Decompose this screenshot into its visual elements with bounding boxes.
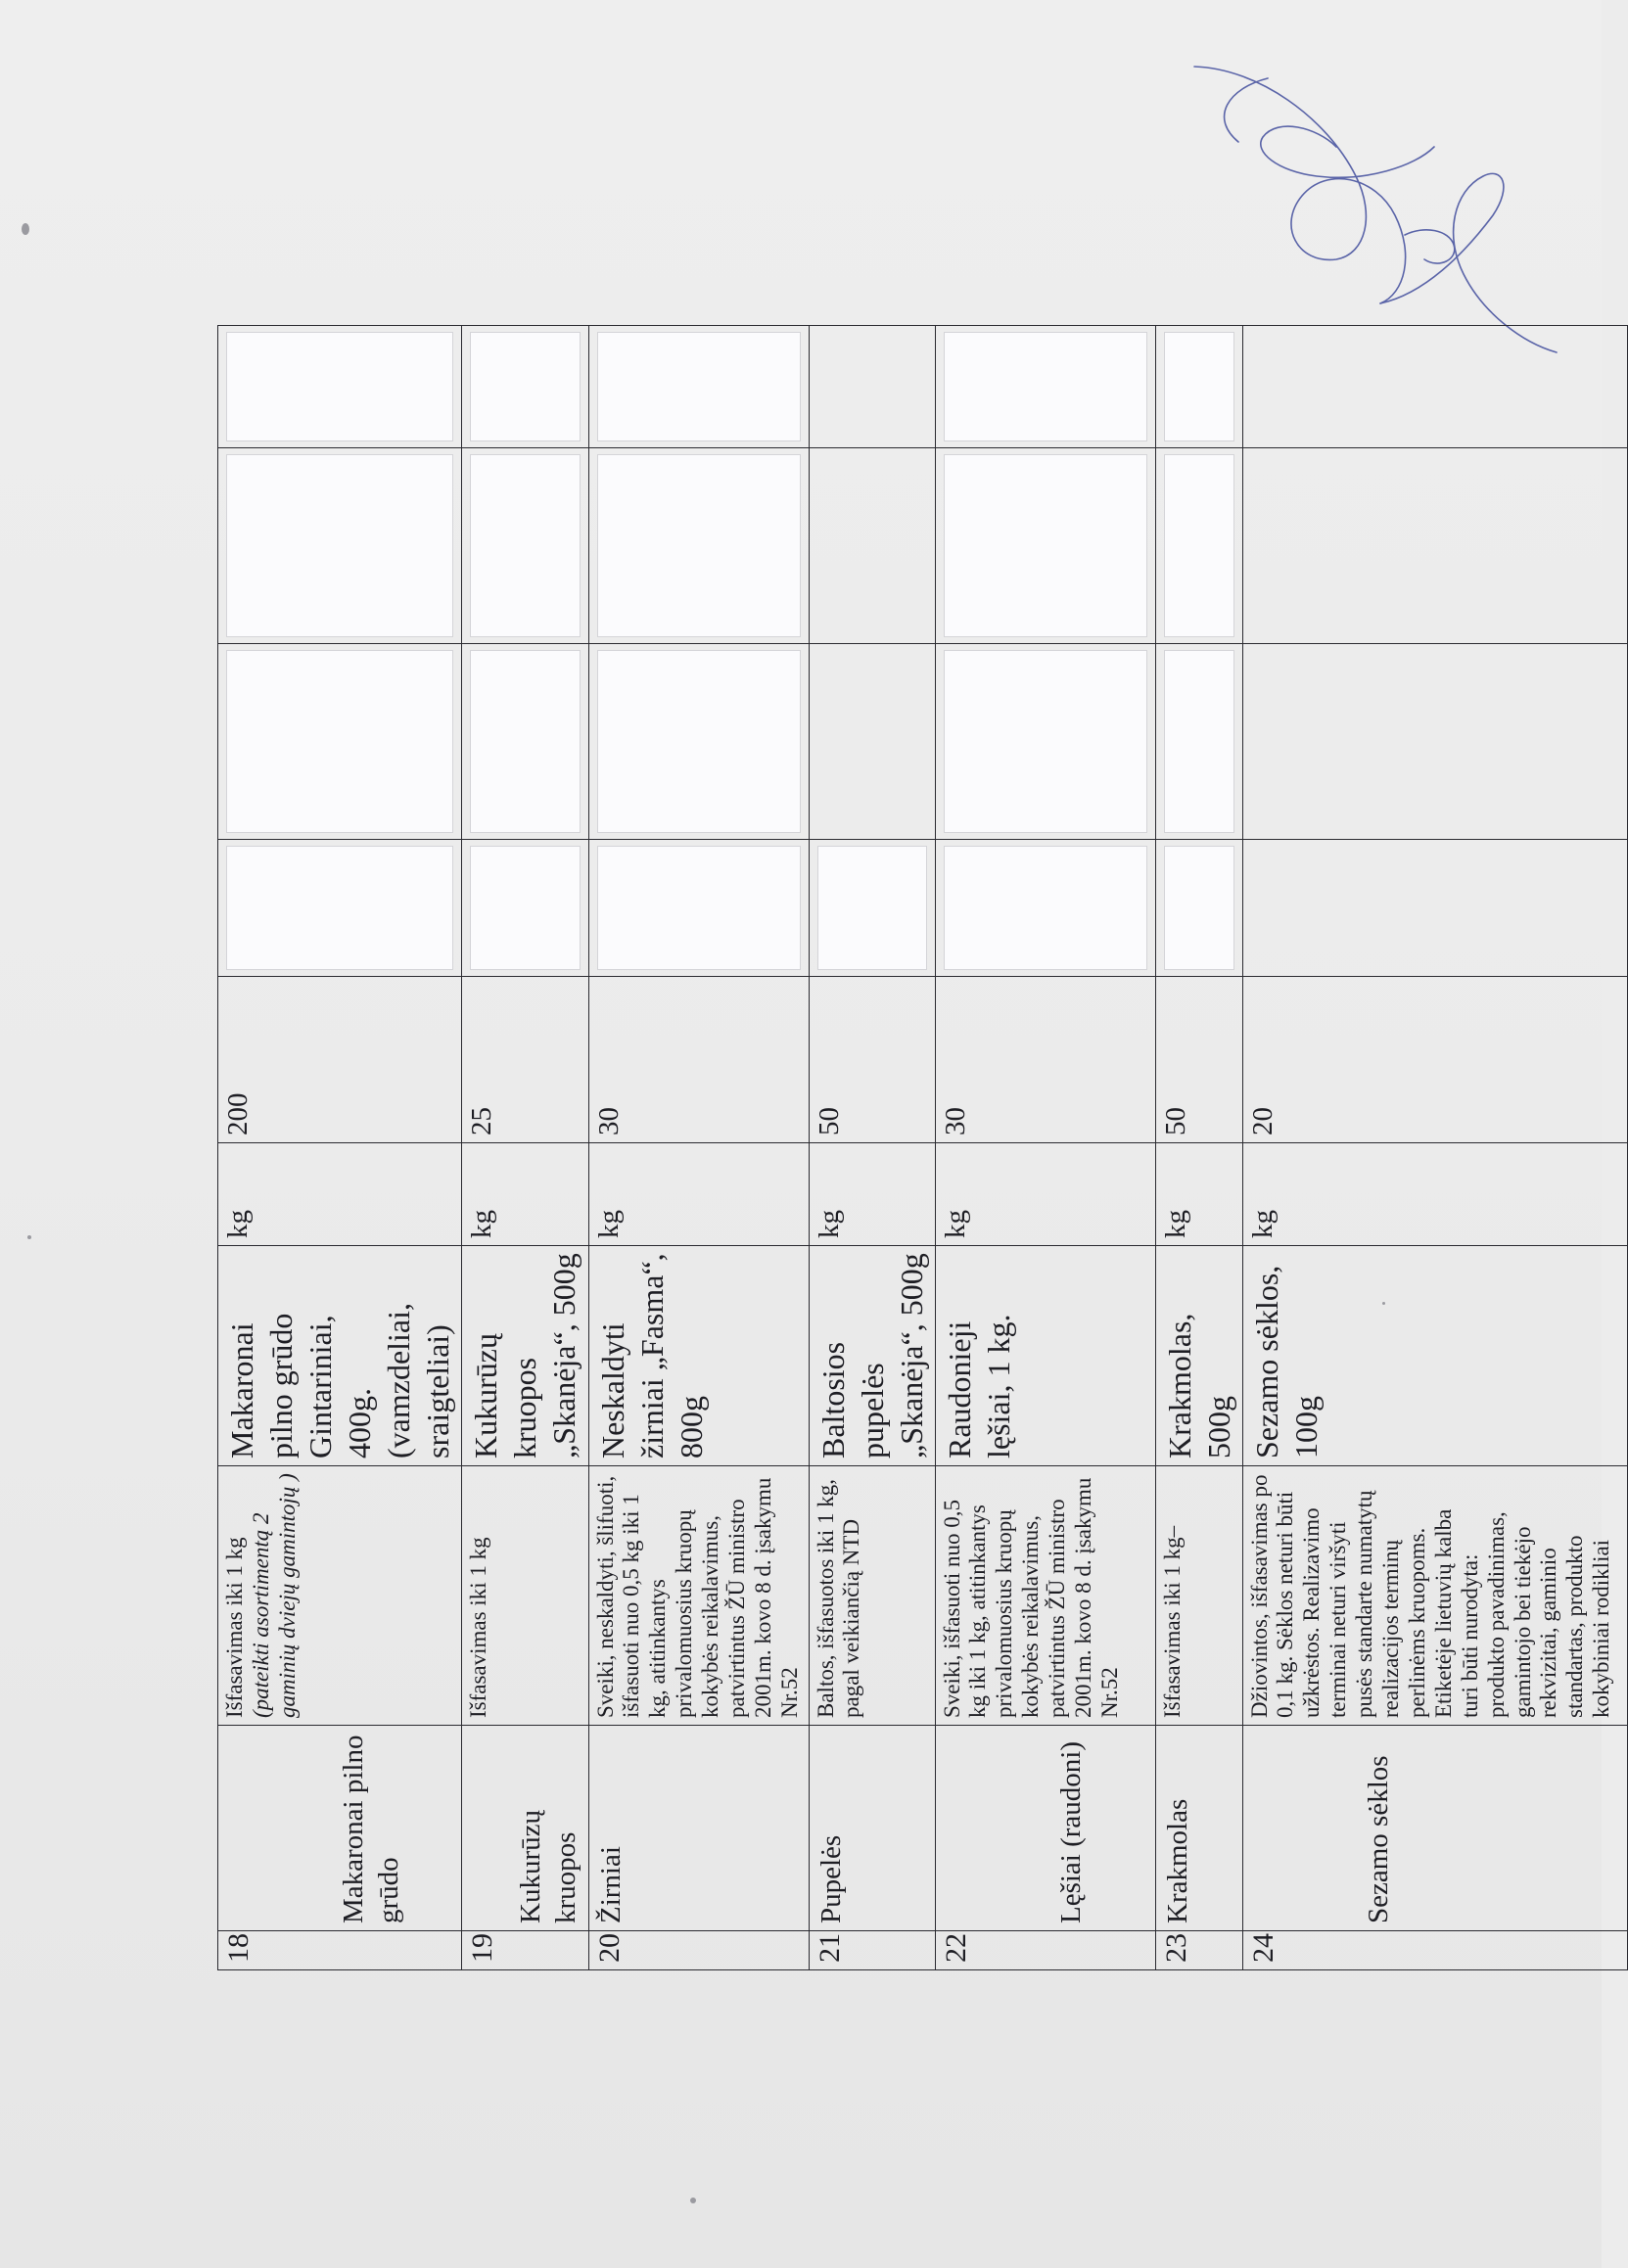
redaction-bar bbox=[470, 846, 581, 970]
quantity: 50 bbox=[809, 977, 935, 1143]
redacted-cell bbox=[218, 326, 462, 448]
redacted-cell bbox=[1155, 644, 1242, 840]
redacted-cell bbox=[462, 840, 589, 977]
redaction-bar bbox=[597, 846, 801, 970]
row-number: 24 bbox=[1242, 1931, 1627, 1970]
quantity: 20 bbox=[1242, 977, 1627, 1143]
row-number: 21 bbox=[809, 1931, 935, 1970]
redaction-bar bbox=[597, 454, 801, 637]
row-number: 19 bbox=[462, 1931, 589, 1970]
redaction-bar bbox=[597, 332, 801, 441]
redacted-cell bbox=[218, 644, 462, 840]
redacted-cell bbox=[588, 644, 809, 840]
redaction-bar bbox=[1164, 846, 1234, 970]
redaction-bar bbox=[470, 332, 581, 441]
table-row bbox=[588, 326, 809, 1970]
offered-product: Krakmolas, 500g bbox=[1155, 1246, 1242, 1466]
product-name: Krakmolas bbox=[1155, 1726, 1242, 1931]
empty-cell bbox=[1242, 326, 1627, 448]
requirement-text: Sveiki, neskaldyti, šlifuoti, išfasuoti nuo 0,5 kg iki 1 kg, atitinkantys privalomuosius kruopų kokybės reikalavimus, patvirtintus ŽŪ ministro 2001m. kovo 8 d. įsakymu Nr.52 bbox=[588, 1466, 809, 1726]
quantity: 200 bbox=[218, 977, 462, 1143]
redacted-cell bbox=[935, 326, 1155, 448]
row-number: 18 bbox=[218, 1931, 462, 1970]
row-number: 20 bbox=[588, 1931, 809, 1970]
offered-product: Sezamo sėklos, 100g bbox=[1242, 1246, 1627, 1466]
empty-cell bbox=[1242, 840, 1627, 977]
quantity: 50 bbox=[1155, 977, 1242, 1143]
redaction-bar bbox=[1164, 650, 1234, 833]
empty-cell bbox=[809, 326, 935, 448]
redaction-bar bbox=[470, 650, 581, 833]
offered-product: Raudonieji lęšiai, 1 kg. bbox=[935, 1246, 1155, 1466]
product-name: Lęšiai (raudoni) bbox=[935, 1726, 1155, 1931]
quantity: 30 bbox=[935, 977, 1155, 1143]
product-name: Makaronai pilno grūdo bbox=[218, 1726, 462, 1931]
empty-cell bbox=[809, 448, 935, 644]
procurement-table bbox=[217, 325, 1628, 1970]
product-name: Sezamo sėklos bbox=[1242, 1726, 1627, 1931]
table-row bbox=[809, 326, 935, 1970]
redaction-bar bbox=[226, 332, 453, 441]
unit: kg bbox=[462, 1143, 589, 1246]
rotated-table-wrapper bbox=[217, 326, 1614, 1970]
redacted-cell bbox=[462, 326, 589, 448]
redacted-cell bbox=[462, 644, 589, 840]
empty-cell bbox=[1242, 448, 1627, 644]
redaction-bar bbox=[944, 332, 1147, 441]
redacted-cell bbox=[588, 448, 809, 644]
offered-product: Neskaldyti žirniai „Fasma“, 800g bbox=[588, 1246, 809, 1466]
redaction-bar bbox=[470, 454, 581, 637]
redacted-cell bbox=[462, 448, 589, 644]
redacted-cell bbox=[588, 840, 809, 977]
redacted-cell bbox=[218, 840, 462, 977]
offered-product: Baltosios pupelės „Skanėja“, 500g bbox=[809, 1246, 935, 1466]
redacted-cell bbox=[1155, 326, 1242, 448]
table-row bbox=[1155, 326, 1242, 1970]
requirement-note: (pateikti asortimentą 2 gaminių dviejų gamintojų ) bbox=[248, 1473, 300, 1718]
redaction-bar bbox=[944, 846, 1147, 970]
table-row bbox=[935, 326, 1155, 1970]
redacted-cell bbox=[218, 448, 462, 644]
unit: kg bbox=[1242, 1143, 1627, 1246]
unit: kg bbox=[588, 1143, 809, 1246]
offered-product: Kukurūzų kruopos „Skanėja“, 500g bbox=[462, 1246, 589, 1466]
redacted-cell bbox=[935, 448, 1155, 644]
redaction-bar bbox=[817, 846, 927, 970]
redaction-bar bbox=[1164, 454, 1234, 637]
unit: kg bbox=[1155, 1143, 1242, 1246]
row-number: 22 bbox=[935, 1931, 1155, 1970]
unit: kg bbox=[935, 1143, 1155, 1246]
empty-cell bbox=[809, 644, 935, 840]
quantity: 25 bbox=[462, 977, 589, 1143]
redacted-cell bbox=[935, 644, 1155, 840]
redaction-bar bbox=[226, 454, 453, 637]
row-number: 23 bbox=[1155, 1931, 1242, 1970]
table-row bbox=[218, 326, 462, 1970]
product-name: Žirniai bbox=[588, 1726, 809, 1931]
redaction-bar bbox=[226, 650, 453, 833]
scan-speck bbox=[22, 223, 29, 235]
requirement-text: Išfasavimas iki 1 kg bbox=[462, 1466, 589, 1726]
redacted-cell bbox=[1155, 448, 1242, 644]
redaction-bar bbox=[597, 650, 801, 833]
redaction-bar bbox=[1164, 332, 1234, 441]
table-row bbox=[1242, 326, 1627, 1970]
offered-product: Makaronai pilno grūdo Gintariniai, 400g. (vamzdeliai, sraigteliai) bbox=[218, 1246, 462, 1466]
redaction-bar bbox=[944, 650, 1147, 833]
table-row bbox=[462, 326, 589, 1970]
unit: kg bbox=[218, 1143, 462, 1246]
redaction-bar bbox=[226, 846, 453, 970]
requirement-text: Išfasavimas iki 1 kg bbox=[222, 1537, 247, 1718]
quantity: 30 bbox=[588, 977, 809, 1143]
product-name: Pupelės bbox=[809, 1726, 935, 1931]
requirement-text: Išfasavimas iki 1 kg– bbox=[1155, 1466, 1242, 1726]
redacted-cell bbox=[588, 326, 809, 448]
redacted-cell bbox=[1155, 840, 1242, 977]
redaction-bar bbox=[944, 454, 1147, 637]
product-name: Kukurūzų kruopos bbox=[462, 1726, 589, 1931]
empty-cell bbox=[1242, 644, 1627, 840]
scan-speck bbox=[690, 2198, 696, 2203]
requirement-text: Baltos, išfasuotos iki 1 kg, pagal veikiančią NTD bbox=[809, 1466, 935, 1726]
requirement-cell bbox=[218, 1466, 462, 1726]
redacted-cell bbox=[935, 840, 1155, 977]
requirement-text: Sveiki, išfasuoti nuo 0,5 kg iki 1 kg, atitinkantys privalomuosius kruopų kokybės reikalavimus, patvirtintus ŽŪ ministro 2001m. kovo 8 d. įsakymu Nr.52 bbox=[935, 1466, 1155, 1726]
scan-speck bbox=[27, 1235, 31, 1239]
requirement-text: Džiovintos, išfasavimas po 0,1 kg. Sėklos neturi būti užkrėstos. Realizavimo terminai neturi viršyti pusės standarte numatytų realizacijos terminų perlinėms kruopoms. Etiketėje lietuvių kalba turi būti nurodyta: produkto pavadinimas, gamintojo bei tiekėjo rekvizitai, gaminio standartas, produkto kokybiniai rodikliai bbox=[1242, 1466, 1627, 1726]
redacted-cell bbox=[809, 840, 935, 977]
unit: kg bbox=[809, 1143, 935, 1246]
